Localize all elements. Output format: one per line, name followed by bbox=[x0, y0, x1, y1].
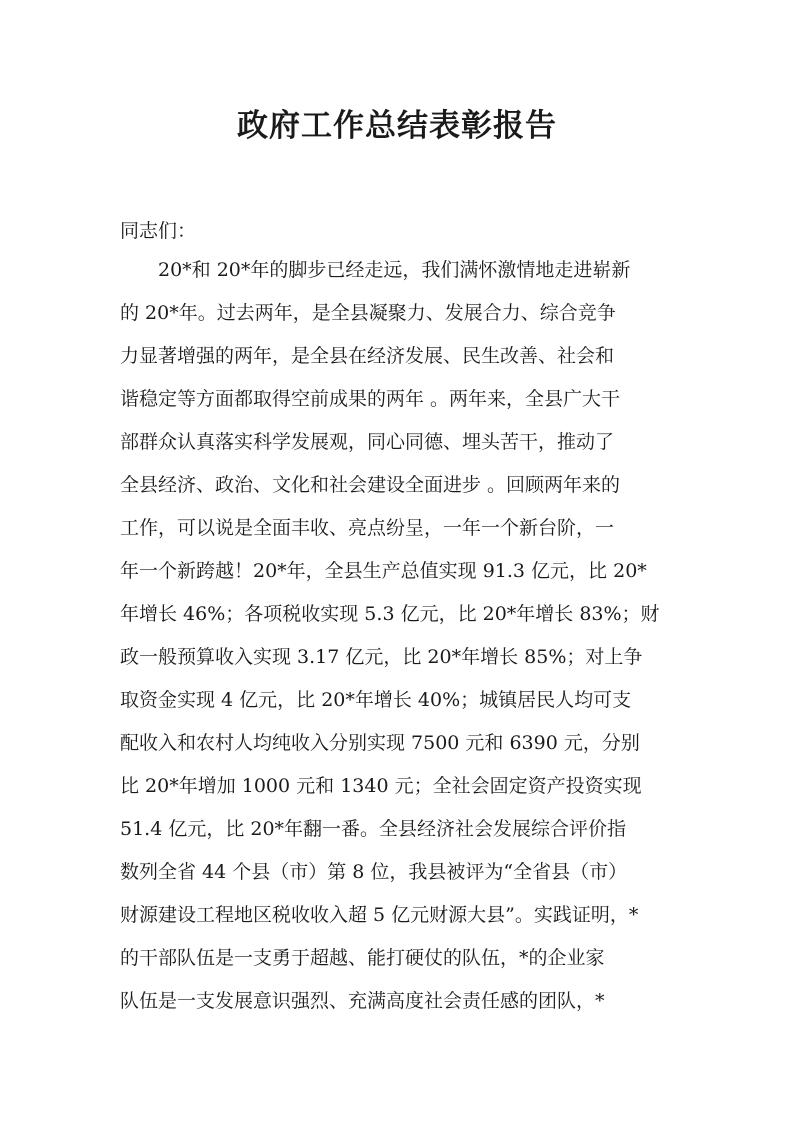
body-line-8: 年一个新跨越！20*年，全县生产总值实现 91.3 亿元，比 20* bbox=[120, 560, 647, 582]
body-line-2: 的 20*年。过去两年，是全县凝聚力、发展合力、综合竞争 bbox=[120, 302, 616, 324]
body-line-4: 谐稳定等方面都取得空前成果的两年 。两年来，全县广大干 bbox=[120, 388, 621, 410]
body-line-11: 取资金实现 4 亿元，比 20*年增长 40%；城镇居民人均可支 bbox=[120, 689, 632, 711]
body-line-7: 工作，可以说是全面丰收、亮点纷呈，一年一个新台阶，一 bbox=[120, 517, 615, 539]
body-line-14: 51.4 亿元，比 20*年翻一番。全县经济社会发展综合评价指 bbox=[120, 818, 627, 840]
body-line-5: 部群众认真落实科学发展观，同心同德、埋头苦干，推动了 bbox=[120, 431, 615, 453]
body-line-13: 比 20*年增加 1000 元和 1340 元；全社会固定资产投资实现 bbox=[120, 775, 642, 797]
body-line-10: 政一般预算收入实现 3.17 亿元，比 20*年增长 85%；对上争 bbox=[120, 646, 643, 668]
body-line-12: 配收入和农村人均纯收入分别实现 7500 元和 6390 元，分别 bbox=[120, 732, 640, 754]
document-title: 政府工作总结表彰报告 bbox=[237, 108, 557, 144]
body-line-17: 的干部队伍是一支勇于超越、能打硬仗的队伍，*的企业家 bbox=[120, 947, 605, 969]
salutation: 同志们： bbox=[120, 220, 197, 242]
body-line-15: 数列全省 44 个县（市）第 8 位，我县被评为“全省县（市） bbox=[120, 861, 628, 883]
body-line-9: 年增长 46%；各项税收实现 5.3 亿元，比 20*年增长 83%；财 bbox=[120, 603, 660, 625]
body-line-3: 力显著增强的两年，是全县在经济发展、民生改善、社会和 bbox=[120, 345, 615, 367]
body-line-16: 财源建设工程地区税收收入超 5 亿元财源大县”。实践证明，* bbox=[120, 904, 639, 926]
body-line-6: 全县经济、政治、文化和社会建设全面进步 。回顾两年来的 bbox=[120, 474, 621, 496]
body-line-18: 队伍是一支发展意识强烈、充满高度社会责任感的团队，* bbox=[120, 990, 605, 1012]
body-line-1: 20*和 20*年的脚步已经走远，我们满怀激情地走进崭新 bbox=[158, 259, 631, 281]
